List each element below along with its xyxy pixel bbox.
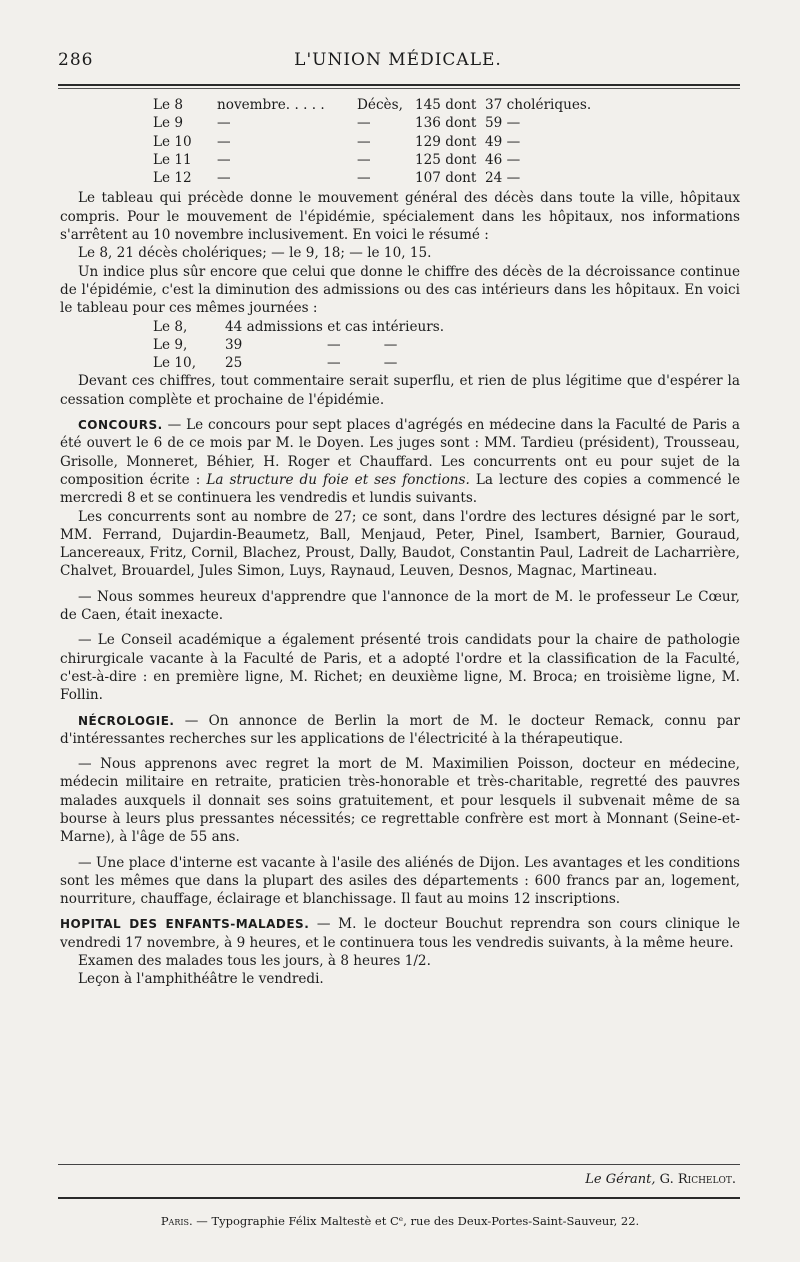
- table-row: Le 11 — — 125 dont 46 —: [153, 151, 521, 168]
- paragraph-indicator: Un indice plus sûr encore que celui que donne le chiffre des décès de la décroissance continue de l'épidémie, c'est la diminution des admissions ou des cas intérieurs dans les hôpitaux. En voici le tableau pour ces mêmes journées :: [60, 263, 740, 317]
- header-rule: [58, 84, 740, 86]
- concours-candidates: Les concurrents sont au nombre de 27; ce sont, dans l'ordre des lectures désigné par le sort, MM. Ferrand, Dujardin-Beaumetz, Ball, Menjaud, Peter, Pinel, Isambert, Barnier, Gouraud, Lancereaux, Fritz, Cornil, Blachez, Proust, Dally, Baudot, Constantin Paul, Ladreit de Lacharrière, Chalvet, Brouardel, Jules Simon, Luys, Raynaud, Leuven, Desnos, Magnac, Martineau.: [60, 508, 740, 580]
- news-item: — Nous sommes heureux d'apprendre que l'annonce de la mort de M. le professeur Le Cœur, de Caen, était inexacte.: [60, 588, 740, 624]
- table-row: Le 10 — — 129 dont 49 —: [153, 133, 521, 150]
- table-row: Le 10, 25 — —: [153, 355, 398, 372]
- article-body: [60, 96, 740, 989]
- admissions-table: [153, 318, 740, 373]
- paragraph-summary: Le tableau qui précède donne le mouvement général des décès dans toute la ville, hôpitaux compris. Pour le mouvement de l'épidémie, spécialement dans les hôpitaux, nos informations s'arrêtent au 10 novembre inclusivement. En voici le résumé :: [60, 190, 740, 244]
- section-heading: HOPITAL DES ENFANTS-MALADES.: [60, 917, 310, 932]
- hopital-line: Examen des malades tous les jours, à 8 heures 1/2.: [78, 953, 431, 970]
- section-heading: NÉCROLOGIE.: [78, 713, 175, 728]
- running-header: [58, 50, 738, 80]
- printer-imprint: Paris. — Typographie Félix Maltestè et Cᵉ, rue des Deux-Portes-Saint-Sauveur, 22.: [160, 1214, 640, 1228]
- paragraph-conclusion: Devant ces chiffres, tout commentaire serait superflu, et rien de plus légitime que d'espérer la cessation complète et prochaine de l'épidémie.: [60, 373, 740, 408]
- news-item: — Le Conseil académique a également présenté trois candidats pour la chaire de pathologie chirurgicale vacante à la Faculté de Paris, et a adopté l'ordre et la classification de la Faculté, c'est-à-dire : en première ligne, M. Richet; en deuxième ligne, M. Broca; en troisième ligne, M. Follin.: [60, 632, 740, 704]
- table-row: Le 8, 44 admissions et cas intérieurs.: [153, 318, 445, 335]
- journal-title: L'UNION MÉDICALE.: [294, 50, 502, 70]
- composition-subject: La structure du foie et ses fonctions.: [206, 471, 470, 488]
- footer-rule: [58, 1164, 740, 1165]
- necrologie-section: NÉCROLOGIE. — On annonce de Berlin la mort de M. le docteur Remack, connu par d'intéressantes recherches sur les applications de l'électricité à la thérapeutique.: [60, 712, 740, 747]
- section-heading: CONCOURS.: [78, 418, 163, 433]
- deaths-table: [153, 96, 740, 187]
- hopital-line: Leçon à l'amphithéâtre le vendredi.: [78, 971, 324, 988]
- news-item: — Une place d'interne est vacante à l'asile des aliénés de Dijon. Les avantages et les conditions sont les mêmes que dans la plupart des asiles des départements : 600 francs par an, logement, nourriture, chauffage, éclairage et blanchissage. Il faut au moins 12 inscriptions.: [60, 854, 740, 908]
- concours-section: CONCOURS. — Le concours pour sept places d'agrégés en médecine dans la Faculté de Paris a été ouvert le 6 de ce mois par M. le Doyen. Les juges sont : MM. Tardieu (président), Trousseau, Grisolle, Monneret, Béhier, H. Roger et Chauffard. Les concurrents ont eu pour sujet de la composition écrite : La structure du foie et ses fonctions. La lecture des copies a commencé le mercredi 8 et se continuera les vendredis et lundis suivants.: [60, 417, 741, 507]
- news-item: — Nous apprenons avec regret la mort de M. Maximilien Poisson, docteur en médecine, médecin militaire en retraite, praticien très-honorable et très-charitable, regretté des pauvres malades auxquels il donnait ses soins gratuitement, et pour lesquels il subvenait même de sa bourse à leurs plus pressantes nécessités; ce regrettable confrère est mort à Monnant (Seine-et-Marne), à l'âge de 55 ans.: [60, 756, 740, 846]
- table-row: Le 12 — — 107 dont 24 —: [153, 170, 521, 187]
- page-number: 286: [58, 50, 94, 70]
- gerant-signature: Le Gérant, G. Richelot.: [585, 1172, 736, 1187]
- hopital-section: HOPITAL DES ENFANTS-MALADES. — M. le docteur Bouchut reprendra son cours clinique le vendredi 17 novembre, à 9 heures, et le continuera tous les vendredis suivants, à la même heure.: [60, 916, 740, 951]
- table-row: Le 8 novembre. . . . . Décès, 145 dont 37 cholériques.: [153, 97, 592, 113]
- table-row: Le 9, 39 — —: [153, 336, 398, 353]
- footer-rule-thick: [58, 1197, 740, 1199]
- header-rule-thin: [58, 88, 740, 89]
- table-row: Le 9 — — 136 dont 59 —: [153, 115, 521, 132]
- paragraph-hospital-deaths: Le 8, 21 décès cholériques; — le 9, 18; — le 10, 15.: [78, 245, 432, 262]
